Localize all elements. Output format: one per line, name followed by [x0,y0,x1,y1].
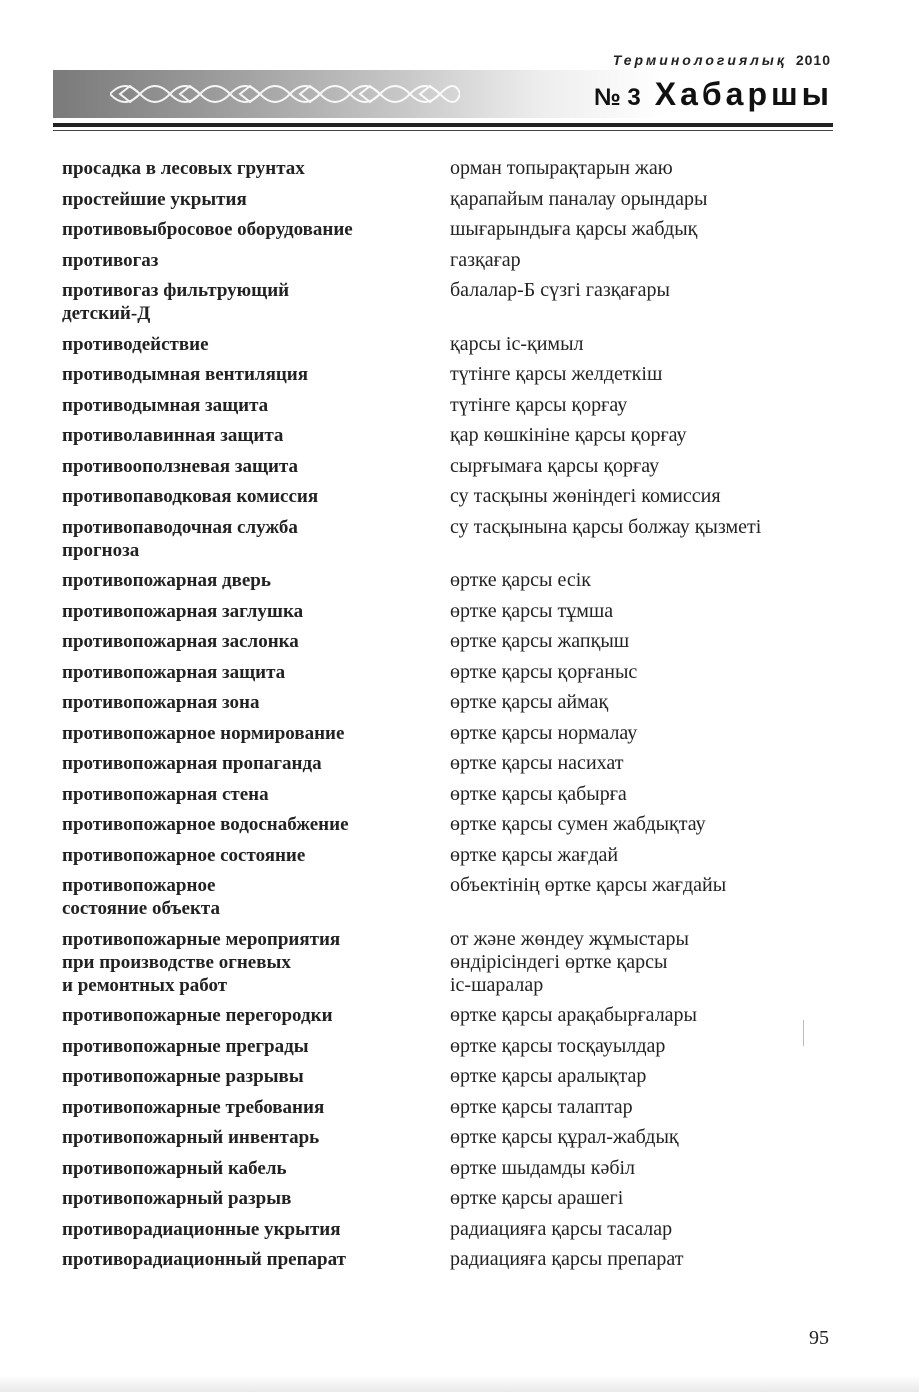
term-russian: простейшие укрытия [62,188,247,210]
term-russian: противопожарное состояние объекта [62,875,220,919]
glossary-entry [62,722,832,745]
glossary-entry [62,1157,832,1180]
term-kazakh: газқағар [450,248,521,271]
term-kazakh: орман топырақтарын жаю [450,157,673,179]
glossary-entry [62,661,832,684]
term-russian: противопожарная зона [62,692,260,713]
journal-title: Терминологиялық [612,52,787,68]
header-rule-thin [53,130,833,131]
glossary-entry [62,874,832,920]
glossary-entry [62,1004,832,1027]
term-russian: противорадиационный препарат [62,1249,346,1270]
scan-edge-mark [803,1020,804,1046]
glossary-entry [62,516,832,562]
term-kazakh: қар көшкініне қарсы қорғау [450,424,687,446]
term-kazakh: өртке қарсы аймақ [450,691,609,713]
term-kazakh: өртке қарсы тұмша [450,599,614,622]
term-kazakh: өртке қарсы сумен жабдықтау [450,813,706,835]
glossary-entry [62,569,832,592]
glossary-entry [62,630,832,653]
glossary-entry [62,333,832,356]
glossary-entry [62,928,832,997]
term-russian: противогаз [62,249,159,271]
glossary-entry [62,218,832,241]
glossary-entry [62,1248,832,1271]
term-russian: противопожарная заглушка [62,600,304,622]
glossary-entry [62,600,832,623]
term-russian: противодействие [62,333,209,355]
issue-number: № 3 [593,84,641,111]
glossary-entry [62,394,832,417]
term-kazakh: қарсы іс-қимыл [450,332,584,355]
term-russian: противопожарный кабель [62,1157,287,1179]
term-kazakh: өртке қарсы құрал-жабдық [450,1126,679,1148]
glossary-entry [62,752,832,775]
term-russian: противопаводковая комиссия [62,486,319,507]
issue-line [594,76,833,113]
term-kazakh: сырғымаға қарсы қорғау [450,454,660,477]
glossary-entry [62,844,832,867]
term-russian: противопожарные перегородки [62,1005,333,1026]
term-russian: противооползневая защита [62,455,299,477]
glossary-entry [62,783,832,806]
term-kazakh: өртке қарсы тосқауылдар [450,1034,666,1057]
term-kazakh: өртке қарсы қорғаныс [450,660,638,683]
term-kazakh: су тасқыны жөніндегі комиссия [450,485,721,507]
term-russian: противопожарное водоснабжение [62,814,349,835]
term-russian: противодымная вентиляция [62,364,309,385]
term-russian: противопожарная заслонка [62,631,299,652]
glossary-entry [62,1035,832,1058]
term-kazakh: от және жөндеу жұмыстары өндірісіндегі өртке қарсы іс-шаралар [450,927,689,996]
glossary-entry [62,1096,832,1119]
glossary-entry [62,279,832,325]
glossary-entry [62,424,832,447]
term-kazakh: қарапайым паналау орындары [450,187,708,210]
term-russian: противопожарное состояние [62,844,306,866]
scan-bottom-shadow [0,1375,919,1392]
term-russian: противопаводочная служба прогноза [62,516,298,561]
ornament-pattern [110,76,460,112]
term-kazakh: радиацияға қарсы тасалар [450,1217,673,1240]
term-kazakh: өртке қарсы жағдай [450,843,619,866]
term-kazakh: балалар-Б сүзгі газқағары [450,279,670,301]
glossary-entry [62,157,832,180]
term-russian: противовыбросовое оборудование [62,219,353,240]
term-kazakh: түтінге қарсы желдеткіш [450,363,663,385]
term-kazakh: шығарындыға қарсы жабдық [450,218,698,240]
term-russian: противопожарная пропаганда [62,753,322,774]
term-russian: противопожарная защита [62,661,286,683]
term-russian: противопожарный инвентарь [62,1127,320,1148]
glossary-entry [62,1065,832,1088]
term-russian: противопожарные мероприятия при производстве огневых и ремонтных работ [62,928,341,996]
term-russian: противопожарный разрыв [62,1188,292,1209]
term-kazakh: өртке қарсы нормалау [450,721,638,744]
term-russian: противопожарная дверь [62,570,271,591]
term-kazakh: өртке қарсы аралықтар [450,1065,647,1087]
term-kazakh: өртке қарсы талаптар [450,1095,633,1118]
page-number: 95 [809,1327,829,1349]
term-kazakh: өртке қарсы арақабырғалары [450,1004,697,1026]
journal-main-title: Хабаршы [654,76,833,112]
header-rule-thick [53,123,833,127]
term-russian: противорадиационные укрытия [62,1218,341,1240]
term-russian: противопожарная стена [62,783,269,805]
term-russian: противодымная защита [62,394,269,416]
term-kazakh: өртке қарсы арашегі [450,1187,624,1209]
term-russian: просадка в лесовых грунтах [62,158,305,179]
term-russian: противолавинная защита [62,425,284,446]
term-russian: противопожарное нормирование [62,722,345,744]
glossary-entry [62,188,832,211]
term-kazakh: түтінге қарсы қорғау [450,393,628,416]
glossary-entry [62,249,832,272]
term-kazakh: өртке қарсы насихат [450,752,624,774]
glossary-entry [62,1187,832,1210]
term-kazakh: өртке шыдамды кәбіл [450,1156,636,1179]
glossary-entry [62,455,832,478]
term-russian: противопожарные требования [62,1096,325,1118]
journal-year: 2010 [795,52,831,68]
glossary-entry [62,363,832,386]
term-kazakh: өртке қарсы есік [450,569,592,591]
glossary-entry [62,485,832,508]
term-russian: противопожарные разрывы [62,1066,304,1087]
term-kazakh: су тасқынына қарсы болжау қызметі [450,515,762,538]
glossary-entry [62,691,832,714]
term-russian: противопожарные преграды [62,1035,309,1057]
journal-name [613,52,831,68]
term-russian: противогаз фильтрующий детский-Д [62,280,290,324]
glossary-entry [62,1218,832,1241]
glossary-entry [62,1126,832,1149]
term-kazakh: радиацияға қарсы препарат [450,1248,684,1270]
glossary-entry [62,813,832,836]
term-kazakh: объектінің өртке қарсы жағдайы [450,874,727,896]
term-kazakh: өртке қарсы қабырға [450,782,627,805]
glossary-list [62,157,832,1279]
term-kazakh: өртке қарсы жапқыш [450,630,630,652]
